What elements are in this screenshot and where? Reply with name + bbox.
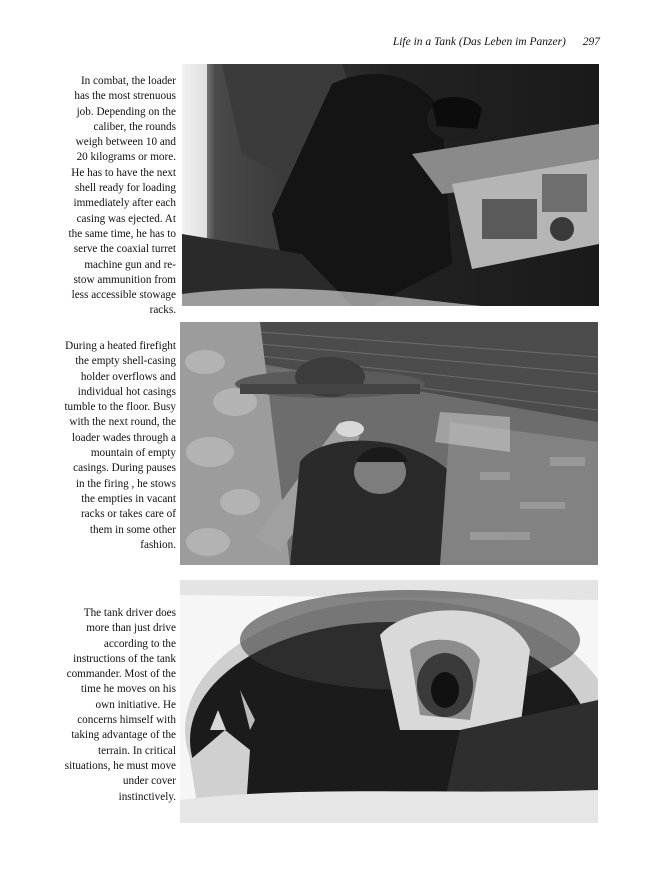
caption-text: In combat, the loader has the most strenuous job. Depending on the caliber, the rounds weigh between 10 and 20 kilograms or more. He has to have the next shell ready for loading immediately after each casing was ejected. At the same time, he has to serve the coaxial turret machine gun and re-stow ammunition from less accessible stowage racks. bbox=[68, 75, 176, 317]
caption-casings bbox=[64, 339, 176, 553]
running-header bbox=[393, 36, 600, 48]
caption-loader bbox=[64, 74, 176, 319]
page-number: 297 bbox=[582, 36, 600, 48]
caption-driver bbox=[64, 606, 176, 805]
running-title: Life in a Tank (Das Leben im Panzer) bbox=[392, 36, 566, 48]
caption-text: The tank driver does more than just drive according to the instructions of the tank commander. Most of the time he moves on his own initiative. He concerns himself with taking advantage of the terrain. In critical situations, he must move under cover instinctively. bbox=[64, 607, 176, 803]
caption-text: During a heated firefight the empty shell-casing holder overflows and individual hot casings tumble to the floor. Busy with the next round, the loader wades through a mountain of empty casings. During pauses in the firing , he stows the empties in vacant racks or takes care of them in some other fashion. bbox=[64, 340, 176, 551]
photo-tank-driver bbox=[180, 580, 598, 823]
photo-loader-casings bbox=[180, 322, 598, 565]
photo-loader-turret bbox=[182, 64, 599, 306]
